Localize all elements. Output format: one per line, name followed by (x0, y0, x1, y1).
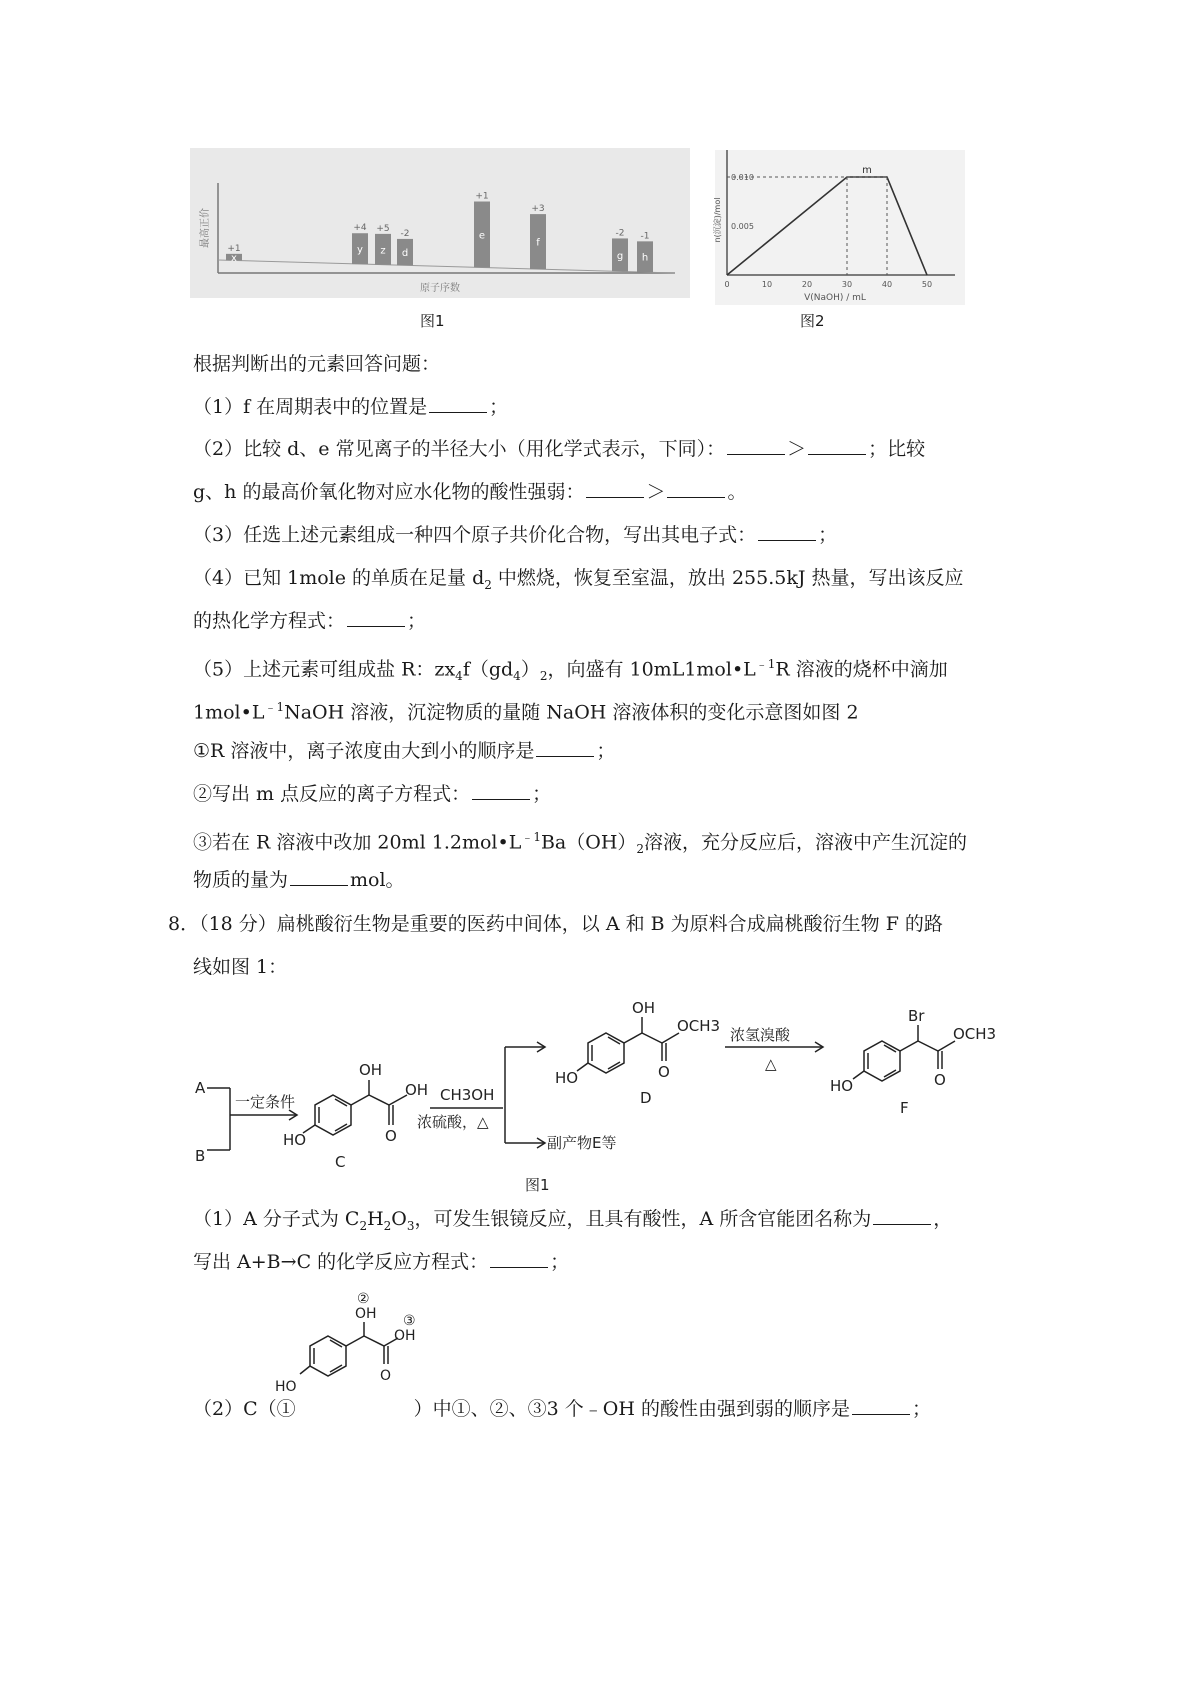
c-carbonyl-o: O (385, 1127, 397, 1145)
q8-part2-cont: ）中①、②、③3 个﹣OH 的酸性由强到弱的顺序是 (413, 1398, 850, 1420)
structure-c-with-numbered-oh (270, 1288, 440, 1408)
q8-part1-equation-text: 写出 A+B→C 的化学反应方程式： (193, 1251, 489, 1273)
benzene-ring-c (315, 1095, 351, 1135)
f-ho: HO (830, 1077, 854, 1095)
label-d: D (640, 1089, 652, 1107)
d-oh: OH (632, 999, 656, 1017)
fig1-bar-valence-g: -2 (615, 228, 625, 239)
benzene-ring-c2 (310, 1336, 346, 1376)
c-oh: OH (359, 1061, 383, 1079)
greater-than-sign: ＞ (646, 481, 666, 503)
q7-part2-text: （2）比较 d、e 常见离子的半径大小（用化学式表示，下同）： (193, 438, 726, 460)
subscript: 2 (539, 669, 548, 684)
q8-heading-line2 (193, 953, 287, 981)
benzene-ring-f (864, 1041, 900, 1081)
reaction-scheme (185, 985, 995, 1195)
semicolon: ； (818, 524, 838, 546)
q8-heading-text2: 线如图 1： (193, 956, 288, 978)
q7-part5-cont: R 溶液的烧杯中滴加 (775, 658, 948, 681)
fig2-x-tick: 10 (761, 280, 773, 289)
fig1-bar-valence-x: +1 (227, 243, 241, 254)
fig1-bar-valence-z: +5 (376, 223, 390, 234)
q7-sub3-unit: mol。 (350, 869, 405, 891)
c-ho: HO (283, 1131, 307, 1149)
q7-sub2-text: ②写出 m 点反应的离子方程式： (193, 783, 471, 805)
condition-3: 浓氢溴酸 (730, 1026, 791, 1044)
circled-number-1: ① (276, 1398, 296, 1420)
scheme-caption: 图1 (525, 1176, 550, 1194)
subscript: 2 (636, 842, 645, 857)
c2-carbonyl-o: O (380, 1368, 392, 1384)
q7-part2-line2 (193, 478, 746, 506)
q7-part2-line1 (193, 435, 925, 463)
q7-sub3-line1 (193, 823, 967, 863)
q7-part5-desc: NaOH 溶液，沉淀物质的量随 NaOH 溶液体积的变化示意图如图 2 (284, 701, 859, 724)
q7-part5-text: （5）上述元素可组成盐 R：zx (193, 658, 456, 681)
fig1-bar-letter-e: e (478, 230, 486, 242)
q7-intro-text: 根据判断出的元素回答问题： (193, 353, 441, 375)
semicolon: ； (911, 1398, 931, 1420)
semicolon: ； (550, 1251, 570, 1273)
answer-blank[interactable] (667, 479, 725, 498)
answer-blank[interactable] (290, 867, 348, 886)
fig2-ylabel: n(沉淀)/mol (713, 197, 722, 243)
answer-blank[interactable] (490, 1249, 548, 1268)
q7-part1-text: （1）f 在周期表中的位置是 (193, 396, 428, 418)
semicolon: ； (407, 610, 427, 632)
subscript: 2 (383, 1218, 392, 1233)
fig1-bar-letter-y: y (357, 244, 363, 256)
c2-ho: HO (275, 1379, 297, 1395)
condition-2: 浓硫酸，△ (417, 1113, 489, 1131)
d-och3: OCH3 (677, 1017, 721, 1035)
q8-heading-text: 8．（18 分）扁桃酸衍生物是重要的医药中间体，以 A 和 B 为原料合成扁桃酸衍生物 F 的路 (168, 913, 943, 935)
answer-blank[interactable] (586, 479, 644, 498)
circled-number-3: ③ (403, 1313, 416, 1329)
q7-sub1 (193, 737, 615, 765)
q7-sub3-text: ③若在 R 溶液中改加 20ml 1.2mol•L (193, 831, 522, 854)
d-ho: HO (555, 1069, 579, 1087)
fig1-bar-letter-d: d (401, 248, 409, 260)
q7-part5-paren: ） (520, 658, 540, 681)
q7-part5-line1 (193, 650, 948, 690)
q7-part2-acidity-text: g、h 的最高价氧化物对应水化物的酸性强弱： (193, 481, 585, 503)
answer-blank[interactable] (852, 1396, 910, 1415)
subscript: 2 (359, 1218, 368, 1233)
q7-sub3-line2 (193, 866, 405, 894)
answer-blank[interactable] (873, 1206, 931, 1225)
q7-part4-equation-text: 的热化学方程式： (193, 610, 346, 632)
q7-part3 (193, 521, 837, 549)
reagent-ch3oh: CH3OH (440, 1086, 495, 1104)
semicolon: ； (532, 783, 552, 805)
fig1-bar-letter-h: h (641, 252, 649, 264)
fig2-x-tick: 50 (921, 280, 933, 289)
fig1-bar-letter-g: g (616, 250, 624, 262)
label-a: A (195, 1079, 206, 1097)
fig1-bar-valence-f: +3 (531, 204, 545, 215)
fig2-x-tick: 40 (881, 280, 893, 289)
fig2-x-tick: 30 (841, 280, 853, 289)
greater-than-sign: ＞ (787, 438, 807, 460)
q7-part5-conc2: 1mol•L (193, 701, 265, 724)
fig2-x-tick: 0 (724, 280, 730, 289)
q8-part1-line1 (193, 1205, 952, 1240)
fig2-point-m-label: m (862, 165, 872, 176)
label-c: C (335, 1153, 346, 1171)
answer-blank[interactable] (758, 522, 816, 541)
fig1-bar-valence-y: +4 (353, 223, 367, 234)
circled-number-2: ② (357, 1291, 370, 1307)
comma: ， (933, 1208, 953, 1230)
fig1-bar-letter-f: f (536, 237, 540, 249)
period: 。 (727, 481, 747, 503)
superscript: ﹣1 (264, 700, 285, 714)
answer-blank[interactable] (347, 608, 405, 627)
q8-part2 (193, 1395, 931, 1423)
figure-1-valence-bar-chart (190, 148, 690, 298)
fig1-bar-valence-h: -1 (640, 231, 650, 242)
condition-1: 一定条件 (235, 1093, 296, 1111)
q8-part1-cont: ，可发生银镜反应，且具有酸性，A 所含官能团名称为 (414, 1208, 872, 1230)
q7-part4-line2 (193, 607, 426, 635)
fig2-xlabel: V(NaOH) / mL (804, 293, 866, 303)
answer-blank[interactable] (536, 738, 594, 757)
answer-blank[interactable] (429, 394, 487, 413)
q7-part1 (193, 393, 508, 421)
q7-part5-formula: f（gd (462, 658, 514, 681)
subscript: 4 (513, 669, 521, 684)
subscript: 4 (455, 669, 463, 684)
q7-sub2 (193, 780, 551, 808)
superscript: ﹣1 (755, 657, 776, 671)
q7-part5-conc: ，向盛有 10mL1mol•L (547, 658, 756, 681)
benzene-ring-d (588, 1033, 624, 1073)
q7-part4-line1 (193, 564, 964, 599)
q7-sub1-text: ①R 溶液中，离子浓度由大到小的顺序是 (193, 740, 535, 762)
q8-part2-text: （2）C（ (193, 1398, 277, 1420)
q7-part2-compare: ；比较 (868, 438, 926, 460)
label-b: B (195, 1147, 206, 1165)
answer-blank[interactable] (808, 436, 866, 455)
q7-part5-line2 (193, 693, 859, 726)
q7-part1-end: ； (489, 396, 509, 418)
answer-blank[interactable] (472, 781, 530, 800)
c2-oh: OH (355, 1306, 377, 1322)
superscript: ﹣1 (521, 830, 541, 844)
fig2-x-tick: 20 (801, 280, 813, 289)
subscript: 2 (484, 577, 492, 592)
label-f: F (900, 1099, 909, 1117)
fig2-y-tick: 0.005 (731, 222, 754, 231)
q7-part4-text: （4）已知 1mole 的单质在足量 d (193, 567, 485, 589)
subscript: 3 (406, 1218, 415, 1233)
fig1-background (190, 148, 690, 298)
f-br: Br (908, 1007, 925, 1025)
q7-sub3-amount-text: 物质的量为 (193, 869, 289, 891)
fig1-bar-valence-e: +1 (475, 191, 489, 202)
fig2-caption: 图2 (800, 312, 825, 330)
condition-3-heat: △ (765, 1055, 777, 1073)
c-acid-oh: OH (405, 1081, 429, 1099)
answer-blank[interactable] (727, 436, 785, 455)
q8-heading (168, 910, 943, 938)
f-och3: OCH3 (953, 1025, 997, 1043)
fig1-bar-valence-d: -2 (400, 228, 410, 239)
fig2-y-tick: 0.010 (731, 173, 754, 182)
q7-part4-text-cont: 中燃烧，恢复至室温，放出 255.5kJ 热量，写出该反应 (491, 567, 964, 589)
q8-part1-line2 (193, 1248, 569, 1276)
semicolon: ； (596, 740, 616, 762)
d-carbonyl-o: O (658, 1063, 670, 1081)
q7-part3-text: （3）任选上述元素组成一种四个原子共价化合物，写出其电子式： (193, 524, 757, 546)
q7-intro (193, 350, 440, 378)
q7-sub3-cont: 溶液，充分反应后，溶液中产生沉淀的 (644, 831, 968, 854)
fig1-caption: 图1 (420, 312, 445, 330)
f-carbonyl-o: O (934, 1071, 946, 1089)
q8-part1-h: H (367, 1208, 384, 1230)
q7-sub3-formula: Ba（OH） (540, 831, 637, 854)
fig1-bar-letter-x: x (231, 253, 237, 265)
fig1-bar-letter-z: z (380, 245, 386, 257)
figure-2-precipitate-line-chart (715, 150, 965, 305)
label-byproduct-e: 副产物E等 (547, 1134, 617, 1152)
q8-part1-text: （1）A 分子式为 C (193, 1208, 360, 1230)
q8-part1-o: O (391, 1208, 407, 1230)
fig1-ylabel: 最高正价 (200, 208, 211, 248)
fig1-xlabel: 原子序数 (420, 283, 460, 294)
c2-acid-oh: OH (394, 1328, 416, 1344)
